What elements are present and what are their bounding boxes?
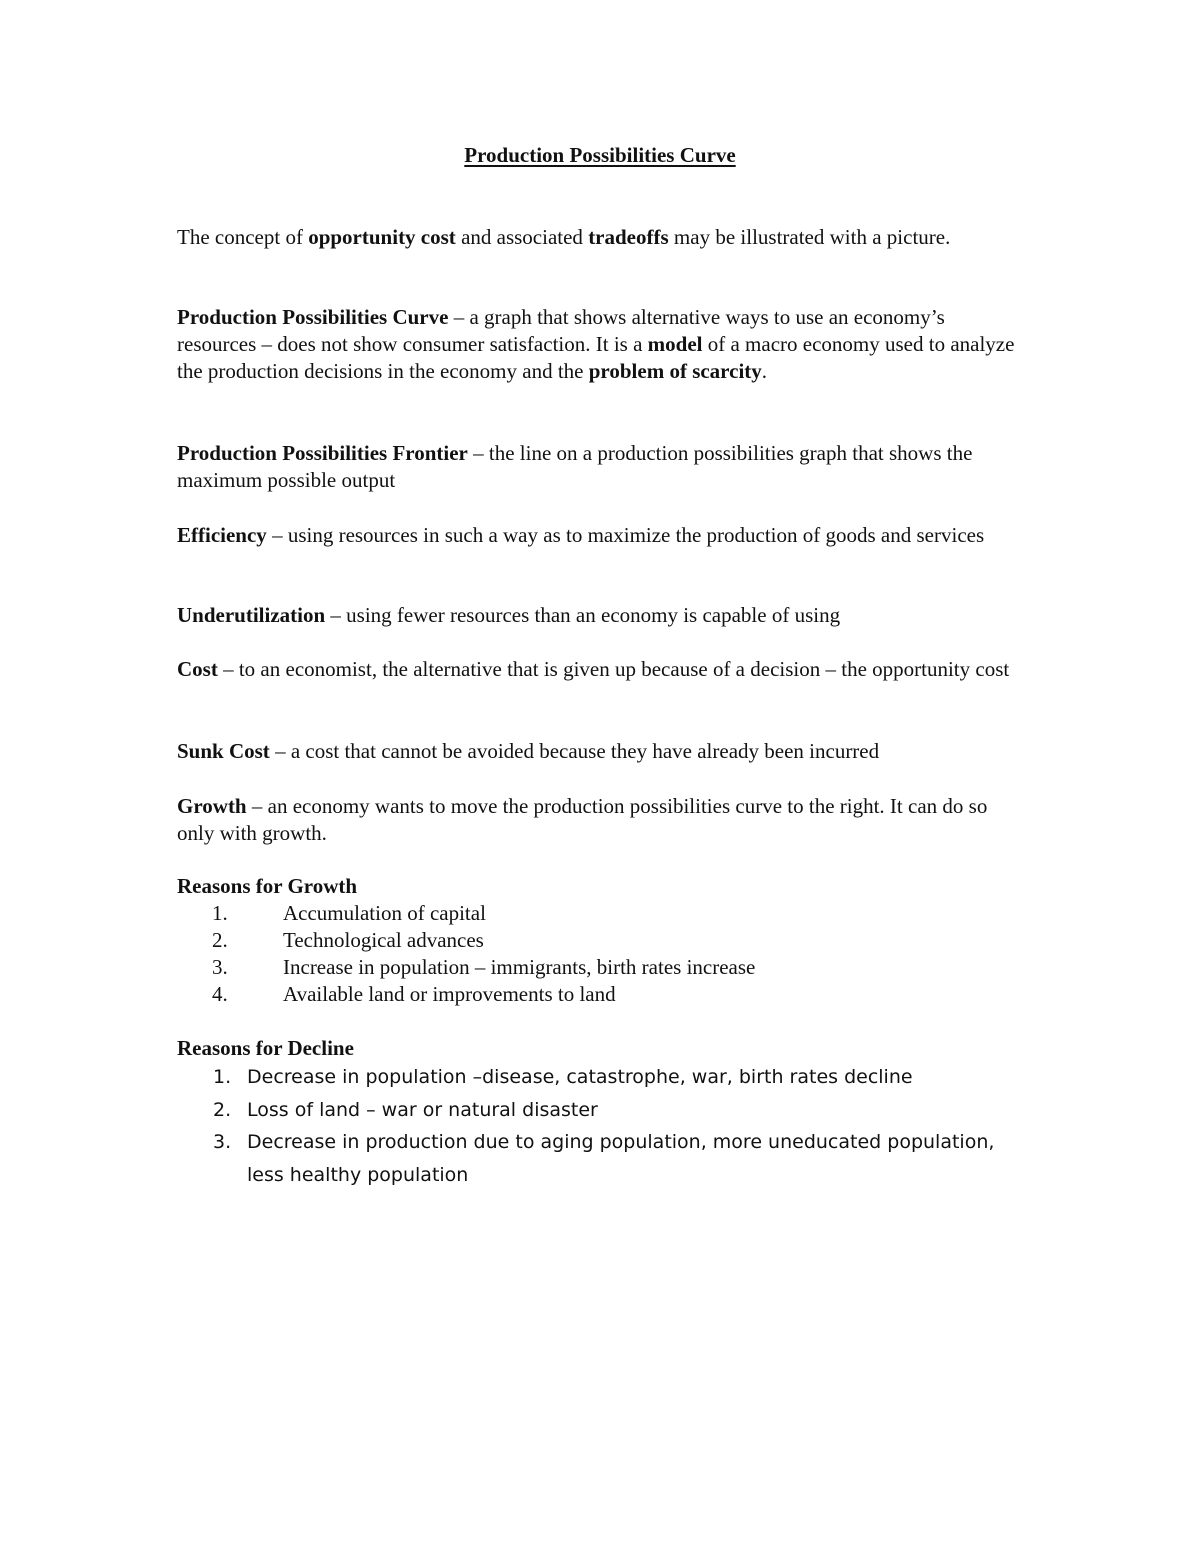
definition-ppc	[177, 304, 1017, 385]
ppf-text: – the line on a production possibilities graph that shows the maximum possible output	[177, 441, 973, 492]
term-cost: Cost	[177, 657, 218, 681]
list-item	[177, 981, 1017, 1008]
list-item-text: Loss of land – war or natural disaster	[247, 1098, 598, 1121]
term-ppf: Production Possibilities Frontier	[177, 441, 468, 465]
ppc-text-1: – a graph that shows alternative ways to use an economy’s resources – does not show consumer satisfaction. It is a	[177, 305, 945, 356]
intro-bold-opportunity-cost: opportunity cost	[308, 225, 456, 249]
definition-efficiency	[177, 522, 1017, 549]
heading-reasons-for-decline: Reasons for Decline	[177, 1036, 354, 1060]
list-item-text: Decrease in population –disease, catastrophe, war, birth rates decline	[247, 1066, 913, 1088]
list-item-text: Accumulation of capital	[283, 901, 486, 925]
ppc-text-3: .	[761, 359, 768, 383]
list-item-number: 2.	[212, 928, 228, 952]
list-reasons-for-decline	[177, 1061, 1027, 1191]
cost-text: – to an economist, the alternative that is given up because of a decision – the opportunity cost	[217, 657, 1010, 681]
term-ppc: Production Possibilities Curve	[177, 305, 449, 329]
underutilization-text: – using fewer resources than an economy is capable of using	[325, 603, 841, 627]
ppc-text-2: of a macro economy used to analyze the production decisions in the economy and the	[177, 332, 1015, 383]
list-item-number: 1.	[213, 1066, 232, 1088]
ppc-bold-problem-of-scarcity: problem of scarcity	[588, 359, 762, 383]
list-item	[177, 954, 1017, 981]
term-efficiency: Efficiency	[177, 523, 267, 547]
sunk-cost-text: – a cost that cannot be avoided because they have already been incurred	[269, 739, 880, 763]
term-underutilization: Underutilization	[177, 603, 326, 627]
list-item-number: 3.	[212, 955, 228, 979]
list-item-text: Decrease in production due to aging population, more uneducated population, less healthy population	[247, 1131, 995, 1186]
intro-text-1: The concept of	[177, 225, 309, 249]
list-item-number: 1.	[212, 901, 228, 925]
list-item-number: 3.	[213, 1131, 232, 1153]
list-item-text: Increase in population – immigrants, birth rates increase	[283, 955, 756, 979]
list-item-text: Available land or improvements to land	[283, 982, 616, 1006]
term-growth: Growth	[177, 794, 247, 818]
list-item-number: 4.	[212, 982, 228, 1006]
intro-paragraph	[177, 224, 1017, 251]
list-item	[177, 1094, 1027, 1127]
intro-text-3: may be illustrated with a picture.	[668, 225, 951, 249]
heading-reasons-for-growth: Reasons for Growth	[177, 874, 358, 898]
list-item	[177, 900, 1017, 927]
definition-sunk-cost	[177, 738, 1017, 765]
definition-ppf	[177, 440, 1017, 494]
growth-text: – an economy wants to move the production possibilities curve to the right. It can do so only with growth.	[177, 794, 988, 845]
list-item-number: 2.	[213, 1098, 232, 1121]
list-reasons-for-growth	[177, 900, 1017, 1008]
list-item	[177, 927, 1017, 954]
list-item	[177, 1061, 1027, 1094]
definition-growth	[177, 793, 1017, 847]
definition-cost	[177, 656, 1017, 683]
ppc-bold-model: model	[647, 332, 703, 356]
list-item-text: Technological advances	[283, 928, 484, 952]
definition-underutilization	[177, 602, 1017, 629]
intro-text-2: and associated	[455, 225, 589, 249]
efficiency-text: – using resources in such a way as to maximize the production of goods and services	[266, 523, 985, 547]
list-item	[177, 1126, 1027, 1191]
intro-bold-tradeoffs: tradeoffs	[588, 225, 669, 249]
document-title: Production Possibilities Curve	[464, 143, 736, 167]
term-sunk-cost: Sunk Cost	[177, 739, 270, 763]
